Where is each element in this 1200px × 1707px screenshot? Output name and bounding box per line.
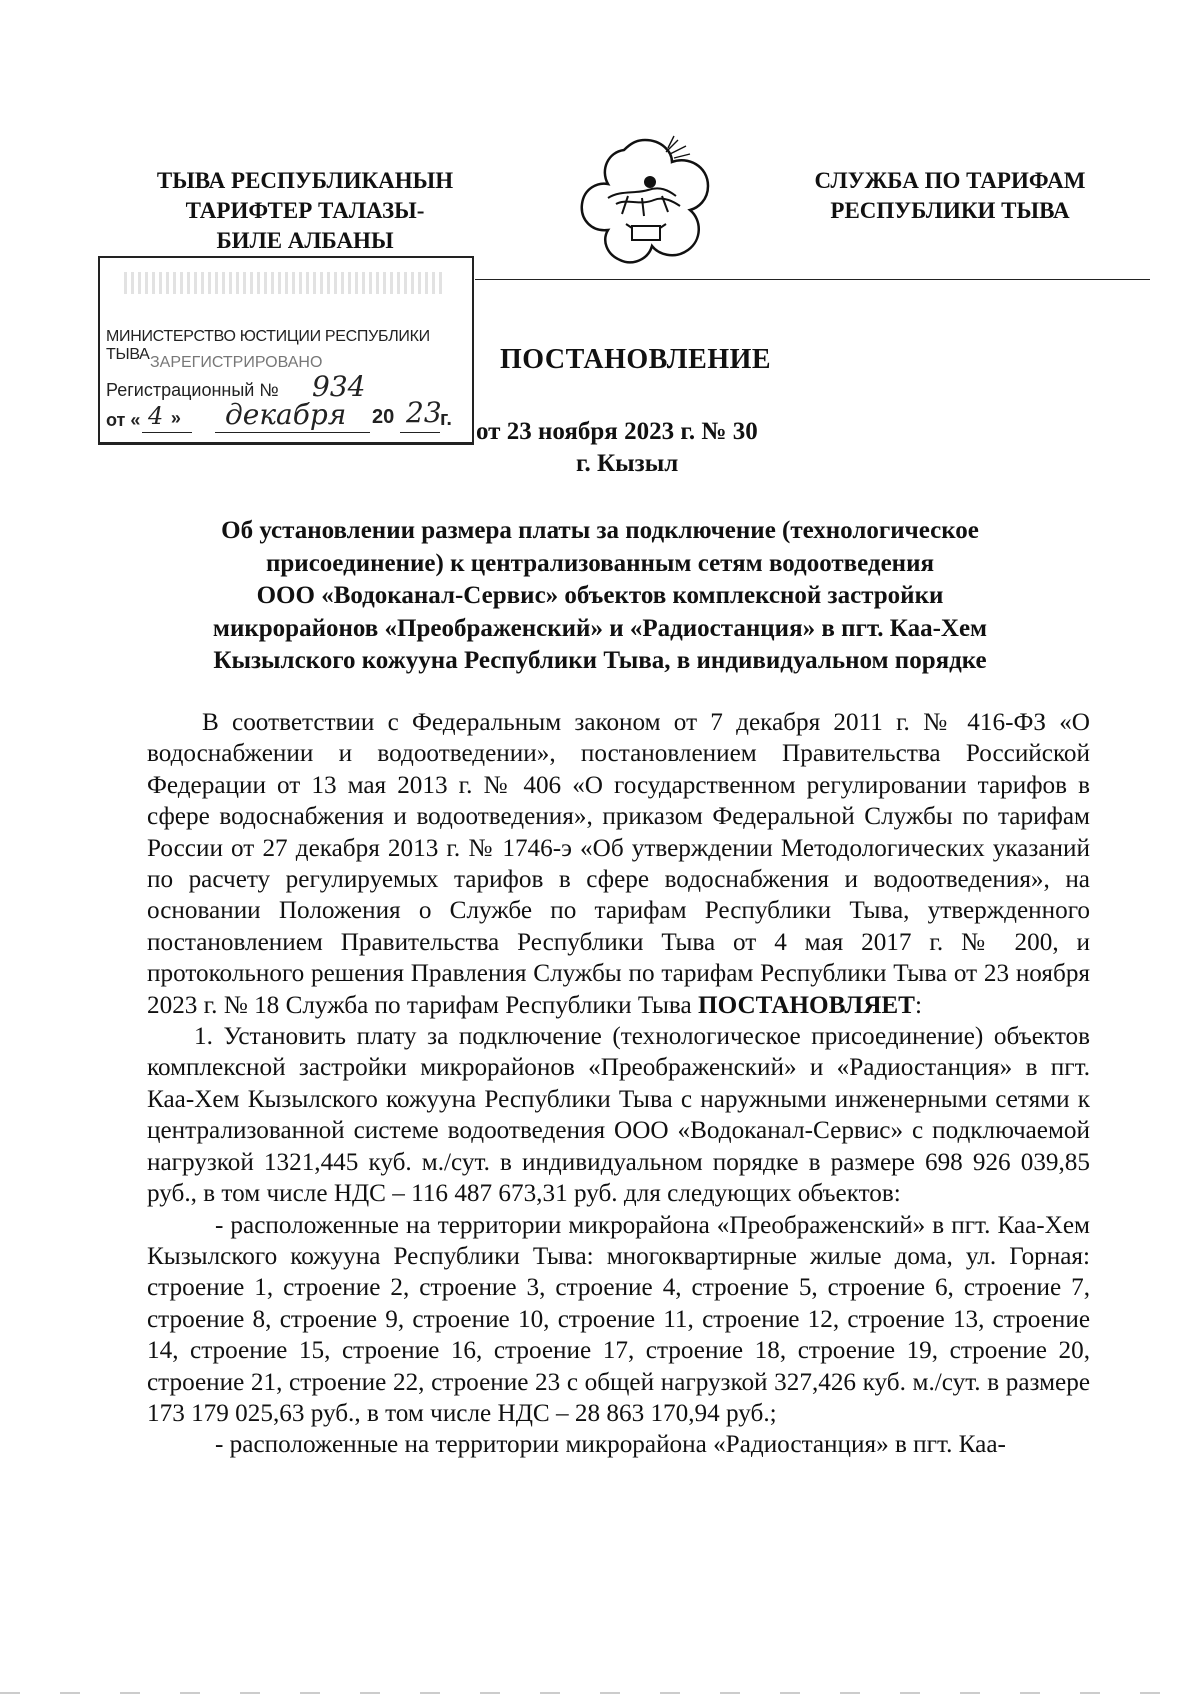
document-body xyxy=(147,707,1090,1461)
stamp-ministry: МИНИСТЕРСТВО ЮСТИЦИИ РЕСПУБЛИКИ ТЫВА xyxy=(106,328,430,363)
stamp-underline xyxy=(215,432,370,433)
header-left-line: ТАРИФТЕР ТАЛАЗЫ- xyxy=(185,198,425,223)
dash-item-preobrazhensky: - расположенные на территории микрорайона «Преображенский» в пгт. Каа-Хем Кызылского кожууна Республики Тыва: многоквартирные жилые дома, ул. Горная: строение 1, строение 2, строение 3, строение 4, строение 5, строение 6, строение 7, строение 8, строение 9, строение 10, строение 11, строение 12, строение 13, строение 14, строение 15, строение 16, строение 17, строение 18, строение 19, строение 20, строение 21, строение 22, строение 23 с общей нагрузкой 327,426 куб. м./сут. в размере 173 179 025,63 руб., в том числе НДС – 28 863 170,94 руб.; xyxy=(147,1211,1090,1427)
stamp-day-value: 4 xyxy=(148,402,164,430)
document-date-number: от 23 ноября 2023 г. № 30 xyxy=(476,418,758,445)
stamp-reg-number: 934 xyxy=(312,370,366,403)
title-line: Кызылского кожууна Республики Тыва, в индивидуальном порядке xyxy=(213,647,987,674)
header-left-line: ТЫВА РЕСПУБЛИКАНЫН xyxy=(156,168,454,193)
stamp-from-label xyxy=(106,410,140,431)
stamp-year-prefix: 20 xyxy=(372,406,395,428)
header-right-line: РЕСПУБЛИКИ ТЫВА xyxy=(830,198,1070,223)
preamble-paragraph xyxy=(147,707,1090,1021)
preamble-colon: : xyxy=(914,991,922,1019)
document-city: г. Кызыл xyxy=(576,450,679,477)
document-title xyxy=(140,515,1060,678)
title-line: Об установлении размера платы за подключение (технологическое xyxy=(221,517,979,544)
stamp-year-suffix: 23 xyxy=(406,396,442,429)
registration-stamp xyxy=(98,256,474,445)
document-type: ПОСТАНОВЛЕНИЕ xyxy=(500,344,772,375)
stamp-faded-text xyxy=(124,272,444,294)
header-right-russian xyxy=(800,166,1100,226)
title-line: ООО «Водоканал-Сервис» объектов комплексной застройки xyxy=(256,582,944,609)
stamp-day-close: » xyxy=(170,408,181,428)
header-divider xyxy=(475,279,1150,280)
preamble-text: В соответствии с Федеральным законом от 7 декабря 2011 г. № 416-ФЗ «О водоснабжении и водоотведении», постановлением Правительства Российской Федерации от 13 мая 2013 г. № 406 «О государственном регулировании тарифов в сфере водоснабжения и водоотведения», приказом Федеральной Службы по тарифам России от 27 декабря 2013 г. № 1746-э «Об утверждении Методологических указаний по расчету регулируемых тарифов в сфере водоснабжения и водоотведения», на основании Положения о Службе по тарифам Республики Тыва, утвержденного постановлением Правительства Республики Тыва от 4 мая 2017 г. № 200, и протокольного решения Правления Службы по тарифам Республики Тыва от 23 ноября 2023 г. № 18 Служба по тарифам Республики Тыва xyxy=(147,709,1090,1019)
header-right-line: СЛУЖБА ПО ТАРИФАМ xyxy=(814,168,1086,193)
stamp-registered: ЗАРЕГИСТРИРОВАНО xyxy=(150,354,323,371)
preamble-resolves: ПОСТАНОВЛЯЕТ xyxy=(697,991,915,1019)
emblem-icon xyxy=(570,132,720,272)
header-left-tuvan xyxy=(150,166,460,256)
title-line: микрорайонов «Преображенский» и «Радиостанция» в пгт. Каа-Хем xyxy=(212,614,988,642)
scan-edge-artifact xyxy=(0,1692,1200,1694)
stamp-from-text: от « xyxy=(106,410,141,430)
stamp-day xyxy=(148,402,181,430)
stamp-month: декабря xyxy=(225,398,347,431)
title-line: присоединение) к централизованным сетям водоотведения xyxy=(266,549,934,577)
stamp-reg-label: Регистрационный № xyxy=(106,380,279,400)
dash-item-radiostantsiya: - расположенные на территории микрорайона «Радиостанция» в пгт. Каа- xyxy=(215,1431,1006,1459)
stamp-year-g: г. xyxy=(440,408,452,430)
item-1-paragraph: 1. Установить плату за подключение (технологическое присоединение) объектов комплексной застройки микрорайонов «Преображенский» и «Радиостанция» в пгт. Каа-Хем Кызылского кожууна Республики Тыва с наружными инженерными сетями к централизованной системе водоотведения ООО «Водоканал-Сервис» с подключаемой нагрузкой 1321,445 куб. м./сут. в индивидуальном порядке в размере 698 926 039,85 руб., в том числе НДС – 116 487 673,31 руб. для следующих объектов: xyxy=(147,1023,1090,1208)
stamp-underline xyxy=(142,432,192,433)
header-left-line: БИЛЕ АЛБАНЫ xyxy=(216,228,394,253)
stamp-underline xyxy=(400,432,440,433)
